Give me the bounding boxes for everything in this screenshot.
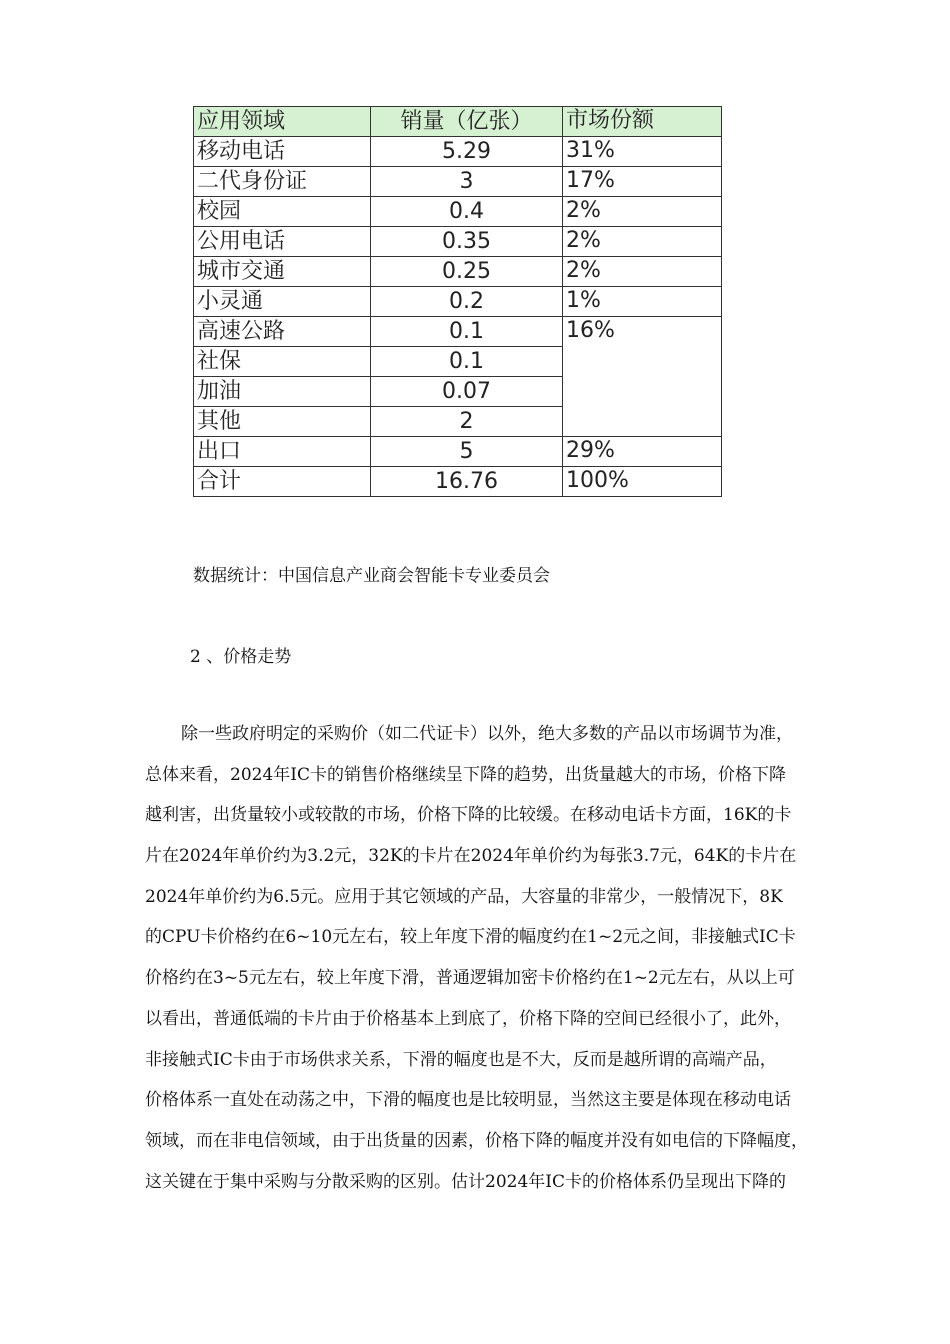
cell-share: 100% [563,467,722,497]
paragraph-line: 非接触式IC卡由于市场供求关系，下滑的幅度也是不大，反而是越所谓的高端产品， [145,1049,777,1070]
table-row [194,167,722,197]
cell-field: 公用电话 [194,227,371,257]
cell-sales: 0.2 [371,287,563,317]
header-sales: 销量（亿张） [371,107,563,137]
cell-field: 二代身份证 [194,167,371,197]
sales-table [193,106,722,497]
cell-sales: 0.1 [371,317,563,347]
cell-sales: 0.25 [371,257,563,287]
cell-sales: 5 [371,437,563,467]
cell-sales: 0.07 [371,377,563,407]
cell-field: 城市交通 [194,257,371,287]
cell-sales: 0.4 [371,197,563,227]
cell-field: 出口 [194,437,371,467]
cell-share: 2% [563,257,722,287]
table-row [194,197,722,227]
cell-sales: 16.76 [371,467,563,497]
cell-sales: 3 [371,167,563,197]
cell-share: 1% [563,287,722,317]
paragraph-line: 片在2024年单价约为3.2元，32K的卡片在2024年单价约为每张3.7元，64K的卡片在 [145,846,797,867]
cell-field: 移动电话 [194,137,371,167]
table-total-row [194,467,722,497]
table-row [194,317,722,347]
table-header-row [194,107,722,137]
data-source-note: 数据统计：中国信息产业商会智能卡专业委员会 [193,566,550,586]
cell-field: 社保 [194,347,371,377]
paragraph-line: 价格约在3~5元左右，较上年度下滑，普通逻辑加密卡价格约在1~2元左右，从以上可 [145,968,795,989]
cell-field: 其他 [194,407,371,437]
header-share: 市场份额 [563,107,722,137]
paragraph-line: 这关键在于集中采购与分散采购的区别。估计2024年IC卡的价格体系仍呈现出下降的 [145,1171,786,1192]
cell-share: 31% [563,137,722,167]
paragraph-line: 越利害，出货量较小或较散的市场，价格下降的比较缓。在移动电话卡方面，16K的卡 [145,805,792,826]
table-row [194,287,722,317]
body-paragraph [145,714,890,1202]
cell-sales: 2 [371,407,563,437]
paragraph-line: 的CPU卡价格约在6~10元左右，较上年度下滑的幅度约在1~2元之间，非接触式IC卡 [145,927,796,948]
cell-share: 29% [563,437,722,467]
cell-sales: 0.1 [371,347,563,377]
cell-field: 加油 [194,377,371,407]
paragraph-line: 价格体系一直处在动荡之中，下滑的幅度也是比较明显，当然这主要是体现在移动电话 [145,1090,791,1111]
paragraph-line: 除一些政府明定的采购价（如二代证卡）以外，绝大多数的产品以市场调节为准， [181,724,793,744]
cell-share: 2% [563,197,722,227]
paragraph-line: 领域，而在非电信领域，由于出货量的因素，价格下降的幅度并没有如电信的下降幅度， [145,1130,808,1151]
paragraph-line: 2024年单价约为6.5元。应用于其它领域的产品，大容量的非常少，一般情况下，8K [145,886,783,907]
table-row [194,227,722,257]
cell-field: 合计 [194,467,371,497]
table-row [194,137,722,167]
cell-sales: 0.35 [371,227,563,257]
cell-field: 小灵通 [194,287,371,317]
cell-field: 校园 [194,197,371,227]
table-row [194,257,722,287]
cell-share-merged: 16% [563,317,722,437]
header-field: 应用领域 [194,107,371,137]
cell-sales: 5.29 [371,137,563,167]
paragraph-line: 以看出，普通低端的卡片由于价格基本上到底了，价格下降的空间已经很小了，此外， [145,1008,791,1029]
table-row [194,437,722,467]
cell-field: 高速公路 [194,317,371,347]
section-heading: 2 、价格走势 [190,647,292,667]
paragraph-line: 总体来看，2024年IC卡的销售价格继续呈下降的趋势，出货量越大的市场，价格下降 [145,764,786,785]
cell-share: 17% [563,167,722,197]
cell-share: 2% [563,227,722,257]
